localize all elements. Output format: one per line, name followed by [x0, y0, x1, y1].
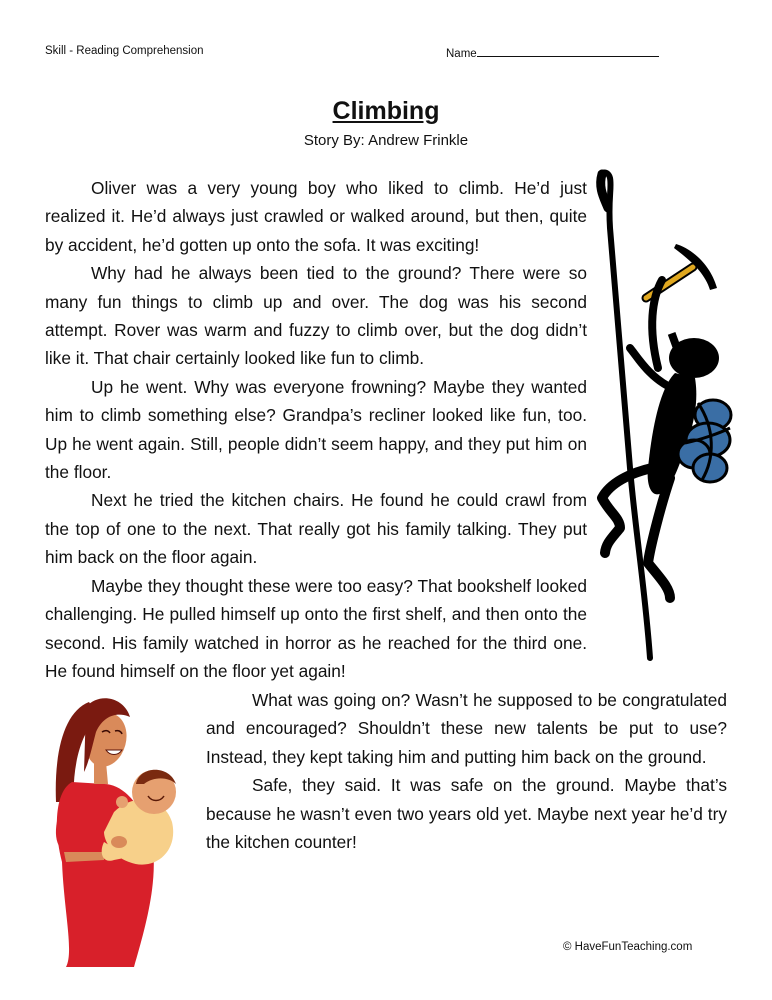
mother-baby-illustration	[44, 692, 204, 972]
paragraph: What was going on? Wasn’t he supposed to be congratulated and encouraged? Shouldn’t these new talents be put to use? Instead, they kept taking him and putting him back on the ground.	[206, 690, 727, 767]
copyright-footer: © HaveFunTeaching.com	[563, 941, 693, 953]
name-blank-line	[477, 45, 659, 57]
paragraph: Safe, they said. It was safe on the ground. Maybe that’s because he wasn’t even two years old yet. Maybe next year he’d try the kitchen counter!	[206, 775, 727, 853]
paragraph: Up he went. Why was everyone frowning? Maybe they wanted him to climb something else? Grandpa’s recliner looked like fun, too. Up he went again. Still, people didn’t seem happy, and they put him on the floor.	[45, 376, 587, 483]
climber-illustration	[590, 168, 750, 668]
climber-icon	[590, 168, 750, 668]
story-body-lower	[206, 686, 727, 856]
paragraph: Oliver was a very young boy who liked to climb. He’d just realized it. He’d always just crawled or walked around, but then, quite by accident, he’d gotten up onto the sofa. It was exciting!	[45, 178, 587, 255]
paragraph: Maybe they thought these were too easy? That bookshelf looked challenging. He pulled himself up onto the first shelf, and then onto the second. His family watched in horror as he reached for the third one. He found himself on the floor yet again!	[45, 575, 587, 681]
story-body-upper	[45, 174, 587, 685]
skill-label: Skill - Reading Comprehension	[45, 45, 204, 57]
story-title: Climbing	[332, 97, 440, 125]
story-byline: Story By: Andrew Frinkle	[303, 132, 469, 149]
mother-baby-icon	[44, 692, 204, 972]
paragraph: Next he tried the kitchen chairs. He found he could crawl from the top of one to the next. That really got his family talking. They put him back on the floor again.	[45, 490, 587, 568]
name-label: Name	[446, 48, 477, 60]
name-field	[446, 45, 659, 60]
paragraph: Why had he always been tied to the ground? There were so many fun things to climb up and over. The dog was his second attempt. Rover was warm and fuzzy to climb over, but the dog didn’t like it. That chair certainly looked like fun to climb.	[45, 263, 587, 369]
